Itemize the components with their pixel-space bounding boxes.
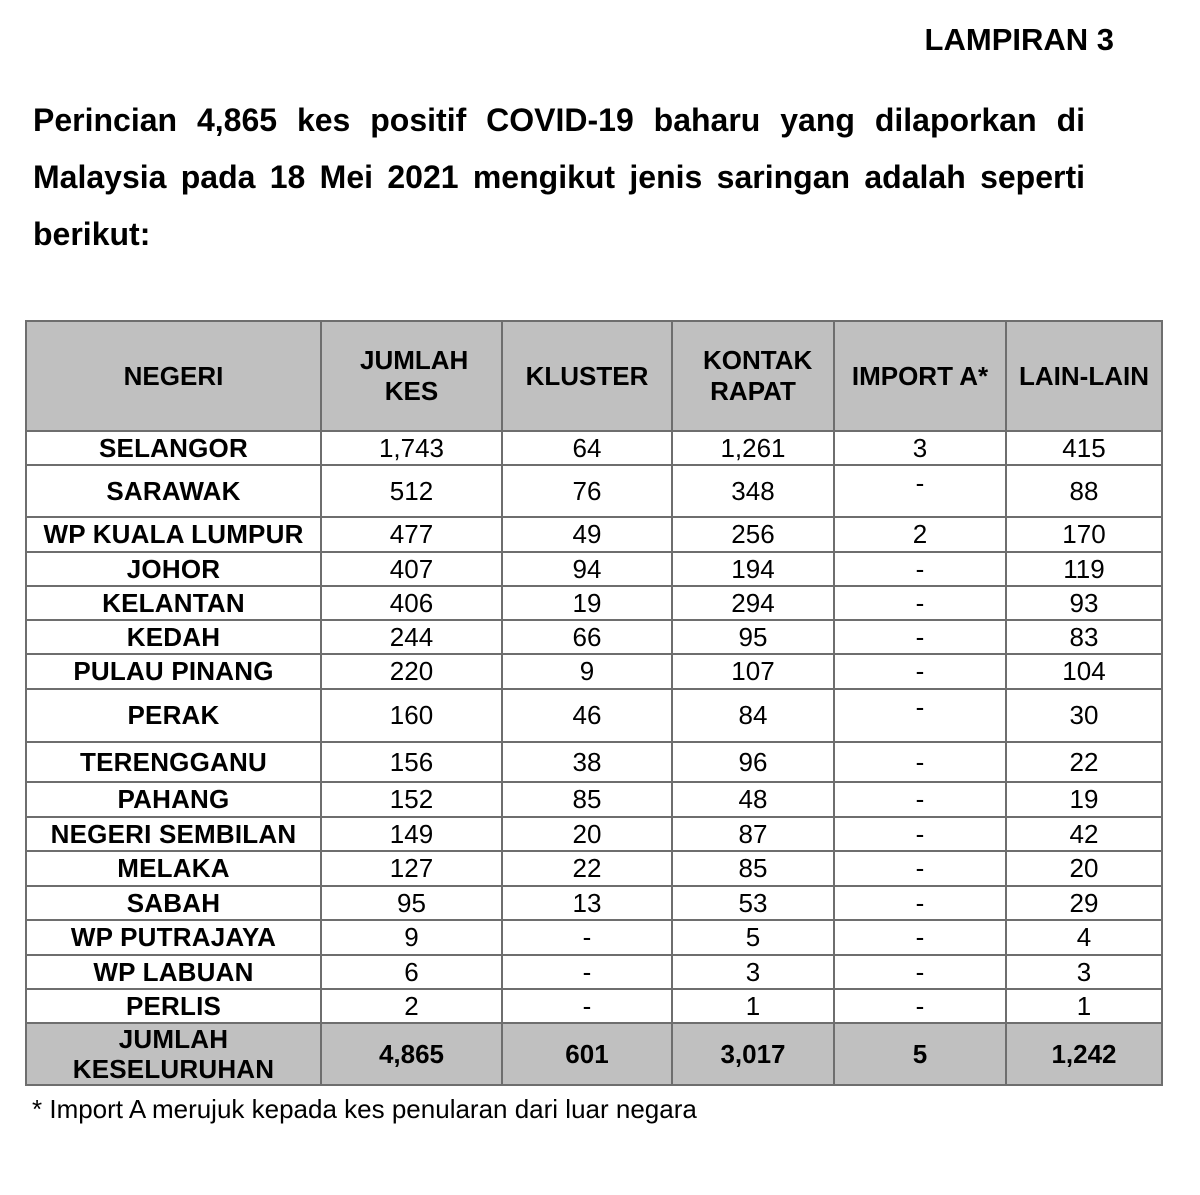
cell-jumlah: 149 <box>321 817 502 851</box>
footnote: * Import A merujuk kepada kes penularan dari luar negara <box>32 1094 697 1124</box>
cell-lain: 1 <box>1006 989 1162 1023</box>
cell-import: - <box>834 851 1006 886</box>
cell-lain: 19 <box>1006 782 1162 817</box>
cell-import: - <box>834 886 1006 920</box>
cell-negeri: PERAK <box>26 689 321 742</box>
cell-lain: 83 <box>1006 620 1162 654</box>
cell-jumlah: 95 <box>321 886 502 920</box>
cell-kluster: 66 <box>502 620 672 654</box>
cell-kontak: 53 <box>672 886 834 920</box>
cell-negeri: WP LABUAN <box>26 955 321 989</box>
cell-kontak: 294 <box>672 586 834 620</box>
cases-table <box>25 320 1163 1086</box>
table-row <box>26 782 1162 817</box>
cell-kluster: - <box>502 920 672 955</box>
cell-kontak: 348 <box>672 465 834 517</box>
total-lain: 1,242 <box>1006 1023 1162 1085</box>
cell-lain: 3 <box>1006 955 1162 989</box>
cell-negeri: NEGERI SEMBILAN <box>26 817 321 851</box>
cell-import: 2 <box>834 517 1006 552</box>
cell-import: - <box>834 742 1006 782</box>
cell-kluster: 64 <box>502 431 672 465</box>
cell-lain: 119 <box>1006 552 1162 586</box>
col-header-kontak-rapat: KONTAK RAPAT <box>672 321 834 431</box>
cell-lain: 88 <box>1006 465 1162 517</box>
cell-negeri: KEDAH <box>26 620 321 654</box>
cell-lain: 29 <box>1006 886 1162 920</box>
cell-import: - <box>834 552 1006 586</box>
cell-kontak: 256 <box>672 517 834 552</box>
cell-negeri: JOHOR <box>26 552 321 586</box>
cell-kluster: - <box>502 955 672 989</box>
cell-kluster: 46 <box>502 689 672 742</box>
cell-kontak: 85 <box>672 851 834 886</box>
cell-import: - <box>834 989 1006 1023</box>
cell-kontak: 1 <box>672 989 834 1023</box>
total-import: 5 <box>834 1023 1006 1085</box>
cell-jumlah: 156 <box>321 742 502 782</box>
cell-kontak: 96 <box>672 742 834 782</box>
table-row <box>26 742 1162 782</box>
total-jumlah: 4,865 <box>321 1023 502 1085</box>
cell-jumlah: 512 <box>321 465 502 517</box>
cell-jumlah: 6 <box>321 955 502 989</box>
col-header-jumlah-kes: JUMLAH KES <box>321 321 502 431</box>
table-row <box>26 517 1162 552</box>
cell-lain: 42 <box>1006 817 1162 851</box>
cell-kluster: 94 <box>502 552 672 586</box>
cell-kluster: 13 <box>502 886 672 920</box>
cell-negeri: SELANGOR <box>26 431 321 465</box>
cell-import: - <box>834 654 1006 689</box>
cell-jumlah: 477 <box>321 517 502 552</box>
cell-jumlah: 160 <box>321 689 502 742</box>
cell-lain: 4 <box>1006 920 1162 955</box>
total-kluster: 601 <box>502 1023 672 1085</box>
cell-lain: 30 <box>1006 689 1162 742</box>
cell-negeri: SABAH <box>26 886 321 920</box>
cell-negeri: PULAU PINANG <box>26 654 321 689</box>
cell-import: - <box>834 457 1006 509</box>
cell-kluster: 9 <box>502 654 672 689</box>
cell-lain: 20 <box>1006 851 1162 886</box>
cell-import: - <box>834 920 1006 955</box>
cell-kluster: - <box>502 989 672 1023</box>
table-total-row <box>26 1023 1162 1085</box>
cell-kontak: 84 <box>672 689 834 742</box>
cell-jumlah: 9 <box>321 920 502 955</box>
table-row <box>26 886 1162 920</box>
table-header-row <box>26 321 1162 431</box>
cell-kontak: 87 <box>672 817 834 851</box>
table-row <box>26 552 1162 586</box>
total-kontak: 3,017 <box>672 1023 834 1085</box>
cell-import: - <box>834 681 1006 734</box>
col-header-lain-lain: LAIN-LAIN <box>1006 321 1162 431</box>
cell-kluster: 76 <box>502 465 672 517</box>
cell-kontak: 48 <box>672 782 834 817</box>
col-header-negeri: NEGERI <box>26 321 321 431</box>
total-label: JUMLAH KESELURUHAN <box>26 1023 321 1085</box>
cell-kluster: 49 <box>502 517 672 552</box>
cell-import: - <box>834 620 1006 654</box>
appendix-label: LAMPIRAN 3 <box>924 22 1114 57</box>
cell-lain: 104 <box>1006 654 1162 689</box>
cell-negeri: TERENGGANU <box>26 742 321 782</box>
cell-negeri: KELANTAN <box>26 586 321 620</box>
cell-jumlah: 407 <box>321 552 502 586</box>
cell-negeri: WP PUTRAJAYA <box>26 920 321 955</box>
cell-negeri: PAHANG <box>26 782 321 817</box>
cell-kontak: 3 <box>672 955 834 989</box>
cell-jumlah: 127 <box>321 851 502 886</box>
cell-kontak: 107 <box>672 654 834 689</box>
cell-kluster: 20 <box>502 817 672 851</box>
cell-negeri: PERLIS <box>26 989 321 1023</box>
table-row <box>26 920 1162 955</box>
table-row <box>26 955 1162 989</box>
table-row <box>26 586 1162 620</box>
table-row <box>26 989 1162 1023</box>
col-header-kluster: KLUSTER <box>502 321 672 431</box>
cell-import: - <box>834 817 1006 851</box>
cell-kontak: 194 <box>672 552 834 586</box>
cell-import: - <box>834 955 1006 989</box>
cell-jumlah: 406 <box>321 586 502 620</box>
cell-jumlah: 244 <box>321 620 502 654</box>
cell-jumlah: 152 <box>321 782 502 817</box>
cell-kontak: 5 <box>672 920 834 955</box>
table-row <box>26 689 1162 742</box>
intro-paragraph: Perincian 4,865 kes positif COVID-19 baharu yang dilaporkan di Malaysia pada 18 Mei 2021 mengikut jenis saringan adalah seperti berikut: <box>33 102 1085 252</box>
cell-lain: 22 <box>1006 742 1162 782</box>
cell-kluster: 85 <box>502 782 672 817</box>
cell-kontak: 95 <box>672 620 834 654</box>
cell-import: - <box>834 782 1006 817</box>
cell-kluster: 19 <box>502 586 672 620</box>
cell-jumlah: 2 <box>321 989 502 1023</box>
cell-negeri: SARAWAK <box>26 465 321 517</box>
cell-jumlah: 1,743 <box>321 431 502 465</box>
table-row <box>26 465 1162 517</box>
cell-lain: 170 <box>1006 517 1162 552</box>
table-row <box>26 851 1162 886</box>
cell-import: - <box>834 586 1006 620</box>
table-row <box>26 620 1162 654</box>
table-row <box>26 817 1162 851</box>
col-header-import-a: IMPORT A* <box>834 321 1006 431</box>
cell-import: 3 <box>834 431 1006 465</box>
cell-kontak: 1,261 <box>672 431 834 465</box>
cell-lain: 415 <box>1006 431 1162 465</box>
cell-negeri: MELAKA <box>26 851 321 886</box>
cell-jumlah: 220 <box>321 654 502 689</box>
cell-kluster: 38 <box>502 742 672 782</box>
cell-lain: 93 <box>1006 586 1162 620</box>
cell-kluster: 22 <box>502 851 672 886</box>
cell-negeri: WP KUALA LUMPUR <box>26 517 321 552</box>
